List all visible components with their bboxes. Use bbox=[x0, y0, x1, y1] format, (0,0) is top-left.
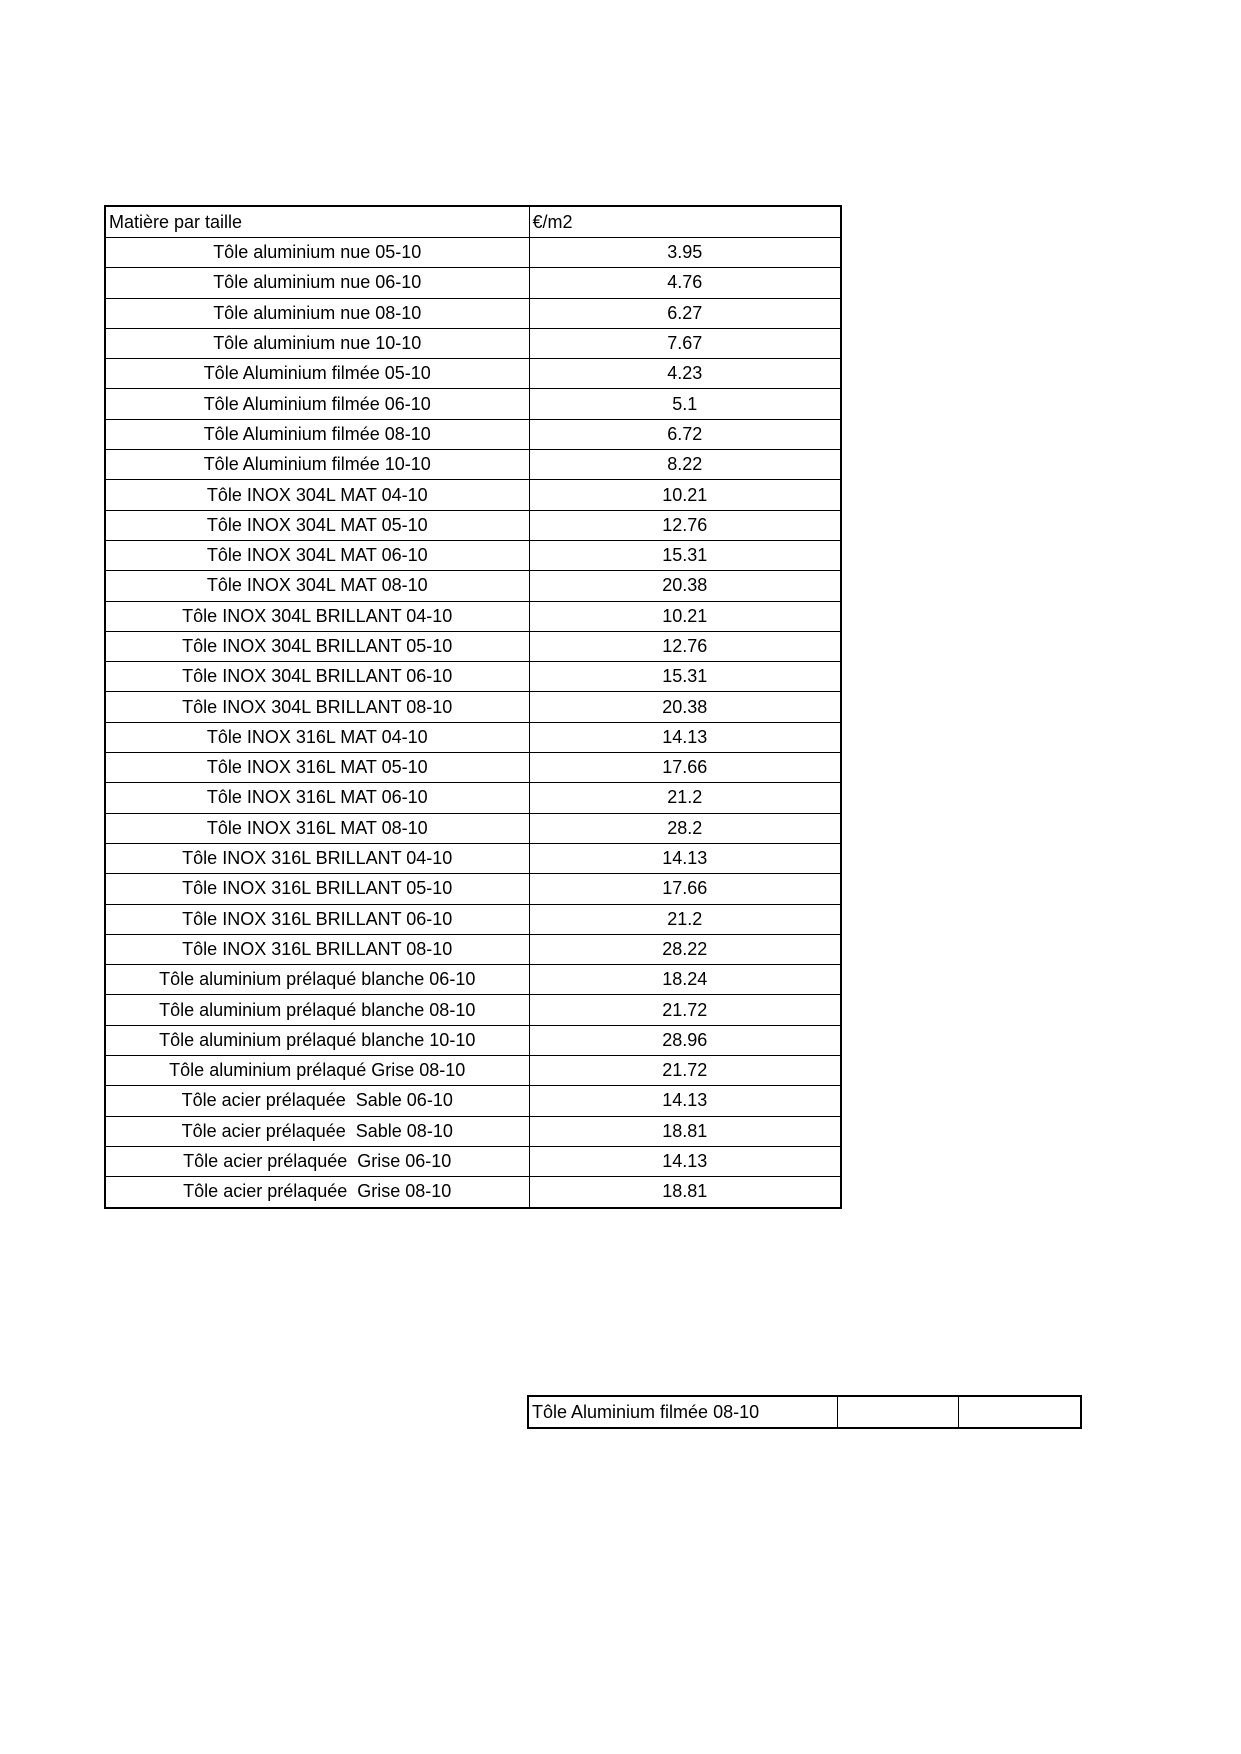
table-row bbox=[105, 631, 841, 661]
table-row bbox=[105, 1146, 841, 1176]
price-cell: 3.95 bbox=[529, 238, 841, 268]
material-cell: Tôle INOX 316L BRILLANT 05-10 bbox=[105, 874, 529, 904]
price-cell: 14.13 bbox=[529, 1086, 841, 1116]
table-row bbox=[105, 1086, 841, 1116]
table-row bbox=[105, 359, 841, 389]
price-table-header-row bbox=[105, 206, 841, 238]
table-row bbox=[105, 1056, 841, 1086]
material-cell: Tôle INOX 316L MAT 05-10 bbox=[105, 753, 529, 783]
price-cell: 6.27 bbox=[529, 298, 841, 328]
price-cell: 14.13 bbox=[529, 843, 841, 873]
price-cell: 28.2 bbox=[529, 813, 841, 843]
table-row bbox=[105, 934, 841, 964]
price-cell: 21.2 bbox=[529, 783, 841, 813]
material-cell: Tôle acier prélaquée Grise 08-10 bbox=[105, 1177, 529, 1208]
table-row bbox=[105, 874, 841, 904]
price-cell: 8.22 bbox=[529, 450, 841, 480]
material-cell: Tôle acier prélaquée Grise 06-10 bbox=[105, 1146, 529, 1176]
material-cell: Tôle INOX 316L MAT 06-10 bbox=[105, 783, 529, 813]
material-cell: Tôle INOX 304L BRILLANT 06-10 bbox=[105, 662, 529, 692]
table-row bbox=[105, 480, 841, 510]
price-cell: 5.1 bbox=[529, 389, 841, 419]
material-cell: Tôle INOX 316L MAT 04-10 bbox=[105, 722, 529, 752]
table-row bbox=[105, 540, 841, 570]
material-cell: Tôle INOX 304L MAT 08-10 bbox=[105, 571, 529, 601]
price-cell: 20.38 bbox=[529, 571, 841, 601]
price-cell: 12.76 bbox=[529, 510, 841, 540]
price-cell: 18.81 bbox=[529, 1177, 841, 1208]
price-cell: 4.23 bbox=[529, 359, 841, 389]
price-table-body bbox=[105, 238, 841, 1208]
material-cell: Tôle INOX 304L BRILLANT 04-10 bbox=[105, 601, 529, 631]
price-cell: 21.72 bbox=[529, 1056, 841, 1086]
table-row bbox=[105, 328, 841, 358]
price-cell: 15.31 bbox=[529, 662, 841, 692]
price-cell: 18.81 bbox=[529, 1116, 841, 1146]
material-cell: Tôle INOX 316L BRILLANT 08-10 bbox=[105, 934, 529, 964]
material-cell: Tôle INOX 316L BRILLANT 06-10 bbox=[105, 904, 529, 934]
material-cell: Tôle aluminium prélaqué blanche 10-10 bbox=[105, 1025, 529, 1055]
table-row bbox=[105, 1116, 841, 1146]
material-cell: Tôle INOX 316L BRILLANT 04-10 bbox=[105, 843, 529, 873]
table-row bbox=[105, 1177, 841, 1208]
table-row bbox=[105, 965, 841, 995]
material-cell: Tôle INOX 304L MAT 05-10 bbox=[105, 510, 529, 540]
table-row bbox=[105, 753, 841, 783]
table-row bbox=[105, 662, 841, 692]
material-cell: Tôle aluminium nue 05-10 bbox=[105, 238, 529, 268]
price-cell: 17.66 bbox=[529, 753, 841, 783]
lookup-material-cell: Tôle Aluminium filmée 08-10 bbox=[528, 1396, 837, 1428]
price-cell: 17.66 bbox=[529, 874, 841, 904]
lookup-empty-cell-2 bbox=[958, 1396, 1081, 1428]
material-cell: Tôle Aluminium filmée 05-10 bbox=[105, 359, 529, 389]
header-matiere: Matière par taille bbox=[105, 206, 529, 238]
table-row bbox=[105, 419, 841, 449]
header-eur-per-m2: €/m2 bbox=[529, 206, 841, 238]
table-row bbox=[105, 1025, 841, 1055]
table-row bbox=[105, 571, 841, 601]
table-row bbox=[105, 843, 841, 873]
table-row bbox=[105, 298, 841, 328]
table-row bbox=[105, 995, 841, 1025]
material-cell: Tôle aluminium nue 06-10 bbox=[105, 268, 529, 298]
price-cell: 21.72 bbox=[529, 995, 841, 1025]
table-row bbox=[105, 783, 841, 813]
material-cell: Tôle INOX 316L MAT 08-10 bbox=[105, 813, 529, 843]
material-cell: Tôle aluminium nue 08-10 bbox=[105, 298, 529, 328]
table-row bbox=[105, 268, 841, 298]
table-row bbox=[105, 238, 841, 268]
price-cell: 20.38 bbox=[529, 692, 841, 722]
material-cell: Tôle INOX 304L BRILLANT 05-10 bbox=[105, 631, 529, 661]
price-cell: 28.22 bbox=[529, 934, 841, 964]
price-cell: 6.72 bbox=[529, 419, 841, 449]
material-cell: Tôle aluminium prélaqué blanche 06-10 bbox=[105, 965, 529, 995]
table-row bbox=[105, 601, 841, 631]
price-cell: 7.67 bbox=[529, 328, 841, 358]
price-cell: 18.24 bbox=[529, 965, 841, 995]
price-cell: 21.2 bbox=[529, 904, 841, 934]
material-cell: Tôle acier prélaquée Sable 08-10 bbox=[105, 1116, 529, 1146]
material-cell: Tôle INOX 304L BRILLANT 08-10 bbox=[105, 692, 529, 722]
material-cell: Tôle Aluminium filmée 08-10 bbox=[105, 419, 529, 449]
material-cell: Tôle aluminium prélaqué blanche 08-10 bbox=[105, 995, 529, 1025]
table-row bbox=[105, 450, 841, 480]
material-cell: Tôle aluminium prélaqué Grise 08-10 bbox=[105, 1056, 529, 1086]
price-cell: 12.76 bbox=[529, 631, 841, 661]
price-cell: 14.13 bbox=[529, 1146, 841, 1176]
material-cell: Tôle INOX 304L MAT 06-10 bbox=[105, 540, 529, 570]
table-row bbox=[105, 813, 841, 843]
material-cell: Tôle Aluminium filmée 06-10 bbox=[105, 389, 529, 419]
price-table bbox=[104, 205, 842, 1209]
lookup-row bbox=[528, 1396, 1081, 1428]
material-cell: Tôle aluminium nue 10-10 bbox=[105, 328, 529, 358]
price-cell: 14.13 bbox=[529, 722, 841, 752]
table-row bbox=[105, 510, 841, 540]
table-row bbox=[105, 692, 841, 722]
table-row bbox=[105, 722, 841, 752]
price-cell: 15.31 bbox=[529, 540, 841, 570]
table-row bbox=[105, 389, 841, 419]
price-cell: 4.76 bbox=[529, 268, 841, 298]
lookup-strip bbox=[527, 1395, 1082, 1429]
table-row bbox=[105, 904, 841, 934]
material-cell: Tôle INOX 304L MAT 04-10 bbox=[105, 480, 529, 510]
price-cell: 10.21 bbox=[529, 601, 841, 631]
lookup-empty-cell-1 bbox=[837, 1396, 958, 1428]
price-cell: 28.96 bbox=[529, 1025, 841, 1055]
material-cell: Tôle acier prélaquée Sable 06-10 bbox=[105, 1086, 529, 1116]
material-cell: Tôle Aluminium filmée 10-10 bbox=[105, 450, 529, 480]
price-cell: 10.21 bbox=[529, 480, 841, 510]
